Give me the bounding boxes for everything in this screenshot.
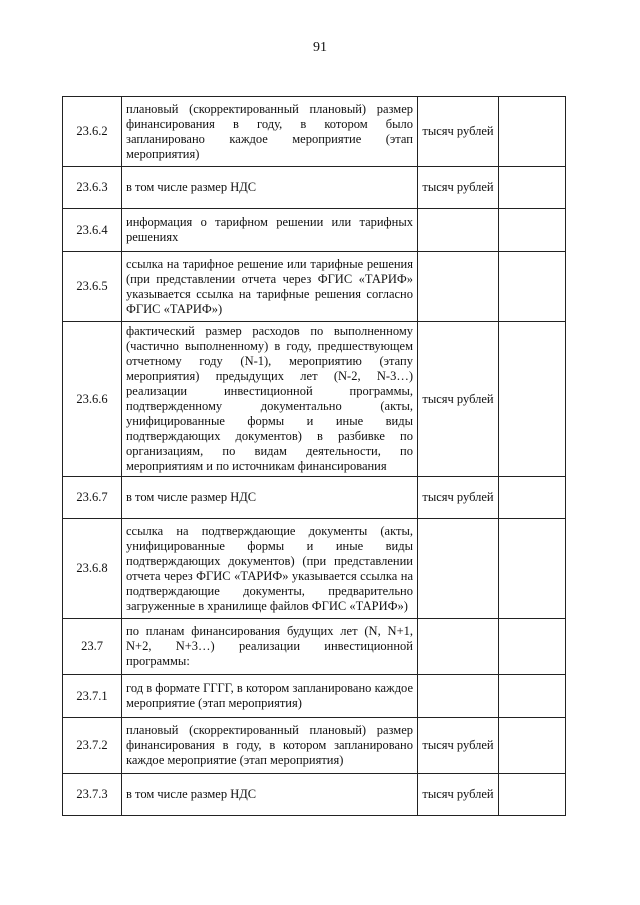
row-unit — [418, 252, 499, 322]
table-row — [63, 252, 566, 322]
row-unit — [418, 619, 499, 675]
row-value — [499, 619, 566, 675]
row-description: в том числе размер НДС — [122, 477, 418, 519]
row-number: 23.7.3 — [63, 774, 122, 816]
table-row — [63, 519, 566, 619]
table-row — [63, 675, 566, 718]
row-value — [499, 774, 566, 816]
row-unit: тысяч рублей — [418, 97, 499, 167]
row-number: 23.6.6 — [63, 322, 122, 477]
table-row — [63, 97, 566, 167]
row-value — [499, 477, 566, 519]
row-number: 23.6.8 — [63, 519, 122, 619]
row-description: плановый (скорректированный плановый) размер финансирования в году, в котором было запланировано каждое мероприятие (этап мероприятия) — [122, 97, 418, 167]
row-description: ссылка на тарифное решение или тарифные решения (при представлении отчета через ФГИС «ТАРИФ» указывается ссылка на тарифные решения согласно ФГИС «ТАРИФ») — [122, 252, 418, 322]
table-row — [63, 477, 566, 519]
row-unit: тысяч рублей — [418, 322, 499, 477]
row-description: плановый (скорректированный плановый) размер финансирования в году, в котором запланировано каждое мероприятие (этап мероприятия) — [122, 718, 418, 774]
row-value — [499, 167, 566, 209]
table-row — [63, 167, 566, 209]
row-number: 23.7.1 — [63, 675, 122, 718]
row-unit: тысяч рублей — [418, 718, 499, 774]
row-unit: тысяч рублей — [418, 774, 499, 816]
row-value — [499, 322, 566, 477]
table-row — [63, 209, 566, 252]
row-unit: тысяч рублей — [418, 477, 499, 519]
row-value — [499, 97, 566, 167]
row-number: 23.6.2 — [63, 97, 122, 167]
table-row — [63, 774, 566, 816]
row-number: 23.6.5 — [63, 252, 122, 322]
row-value — [499, 675, 566, 718]
data-table — [62, 96, 566, 816]
row-number: 23.6.4 — [63, 209, 122, 252]
row-description: информация о тарифном решении или тарифных решениях — [122, 209, 418, 252]
row-description: ссылка на подтверждающие документы (акты, унифицированные формы и иные виды подтверждающих документов) (при представлении отчета через ФГИС «ТАРИФ» указывается ссылка на подтверждающие документы, предварительно загруженные в хранилище файлов ФГИС «ТАРИФ») — [122, 519, 418, 619]
row-number: 23.6.3 — [63, 167, 122, 209]
row-number: 23.6.7 — [63, 477, 122, 519]
row-value — [499, 519, 566, 619]
table-row — [63, 322, 566, 477]
row-number: 23.7 — [63, 619, 122, 675]
row-unit — [418, 519, 499, 619]
row-value — [499, 718, 566, 774]
row-value — [499, 252, 566, 322]
row-value — [499, 209, 566, 252]
row-number: 23.7.2 — [63, 718, 122, 774]
table-row — [63, 619, 566, 675]
page-number: 91 — [313, 40, 327, 55]
row-unit — [418, 675, 499, 718]
table-row — [63, 718, 566, 774]
row-unit — [418, 209, 499, 252]
row-unit: тысяч рублей — [418, 167, 499, 209]
row-description: в том числе размер НДС — [122, 774, 418, 816]
row-description: год в формате ГГГГ, в котором запланировано каждое мероприятие (этап мероприятия) — [122, 675, 418, 718]
row-description: по планам финансирования будущих лет (N, N+1, N+2, N+3…) реализации инвестиционной программы: — [122, 619, 418, 675]
row-description: в том числе размер НДС — [122, 167, 418, 209]
row-description: фактический размер расходов по выполненному (частично выполненному) в году, предшествующем отчетному году (N-1), мероприятию (этапу мероприятия) предыдущих лет (N-2, N-3…) реализации инвестиционной программы, подтвержденному документально (акты, унифицированные формы и иные виды подтверждающих документов) в разбивке по организациям, по видам деятельности, по мероприятиям и по источникам финансирования — [122, 322, 418, 477]
